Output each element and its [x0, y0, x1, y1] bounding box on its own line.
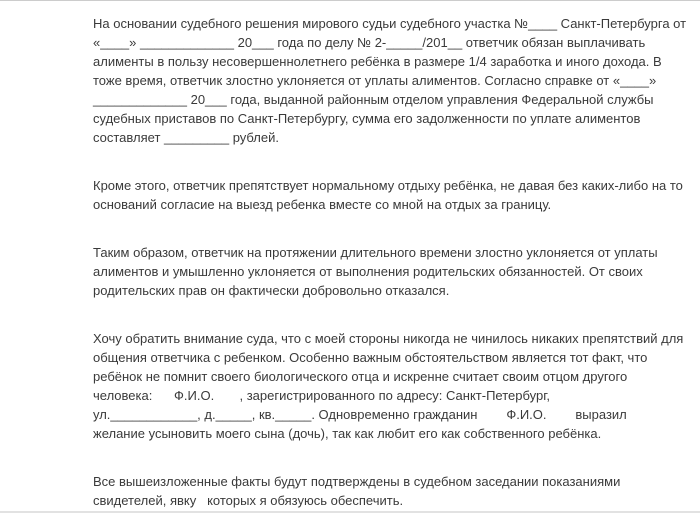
document-text-block — [93, 14, 687, 510]
text-line: тоже время, ответчик злостно уклоняется от уплаты алиментов. Согласно справке от «____» — [93, 73, 657, 88]
text-line: «____» _____________ 20___ года по делу № 2-_____/201__ ответчик обязан выплачивать — [93, 35, 646, 50]
text-line: алиментов и умышленно уклоняется от выполнения родительских обязанностей. От своих — [93, 264, 643, 279]
text-line: судебных приставов по Санкт-Петербургу, сумма его задолженности по уплате алиментов — [93, 111, 641, 126]
paragraph-parental-duties — [93, 243, 658, 300]
paragraph-travel-obstruction — [93, 176, 683, 214]
text-line: составляет _________ рублей. — [93, 130, 279, 145]
text-line: ребёнок не помнит своего биологического отца и искренне считает своим отцом другого — [93, 369, 628, 384]
text-line: человека: Ф.И.О. , зарегистрированного по адресу: Санкт-Петербург, — [93, 388, 550, 403]
top-edge-divider — [0, 0, 700, 1]
text-line: ул.____________, д._____, кв._____. Одновременно гражданин Ф.И.О. выразил — [93, 407, 627, 422]
text-line: оснований согласие на выезд ребенка вместе со мной на отдых за границу. — [93, 197, 552, 212]
text-line: Таким образом, ответчик на протяжении длительного времени злостно уклоняется от уплаты — [93, 245, 658, 260]
text-line: Хочу обратить внимание суда, что с моей стороны никогда не чинилось никаких препятствий для — [93, 331, 684, 346]
text-line: родительских прав он фактически добровольно отказался. — [93, 283, 450, 298]
text-line: алименты в пользу несовершеннолетнего ребёнка в размере 1/4 заработка и иного дохода. В — [93, 54, 662, 69]
paragraph-witnesses — [93, 472, 653, 510]
text-line: свидетелей, явку которых я обязуюсь обеспечить. — [93, 493, 404, 508]
text-line: Кроме этого, ответчик препятствует нормальному отдыху ребёнка, не давая без каких-либо на то — [93, 178, 683, 193]
text-line: общения ответчика с ребенком. Особенно важным обстоятельством является тот факт, что — [93, 350, 648, 365]
text-line: Все вышеизложенные факты будут подтверждены в судебном заседании показаниями — [93, 474, 621, 489]
paragraph-court-decision — [93, 14, 687, 147]
bottom-edge-divider — [0, 511, 700, 513]
text-line: _____________ 20___ года, выданной районным отделом управления Федеральной службы — [93, 92, 654, 107]
paragraph-adoption-intent — [93, 329, 684, 443]
text-line: желание усыновить моего сына (дочь), так как любит его как собственного ребёнка. — [93, 426, 602, 441]
text-line: На основании судебного решения мирового судьи судебного участка №____ Санкт-Петербурга от — [93, 16, 687, 31]
